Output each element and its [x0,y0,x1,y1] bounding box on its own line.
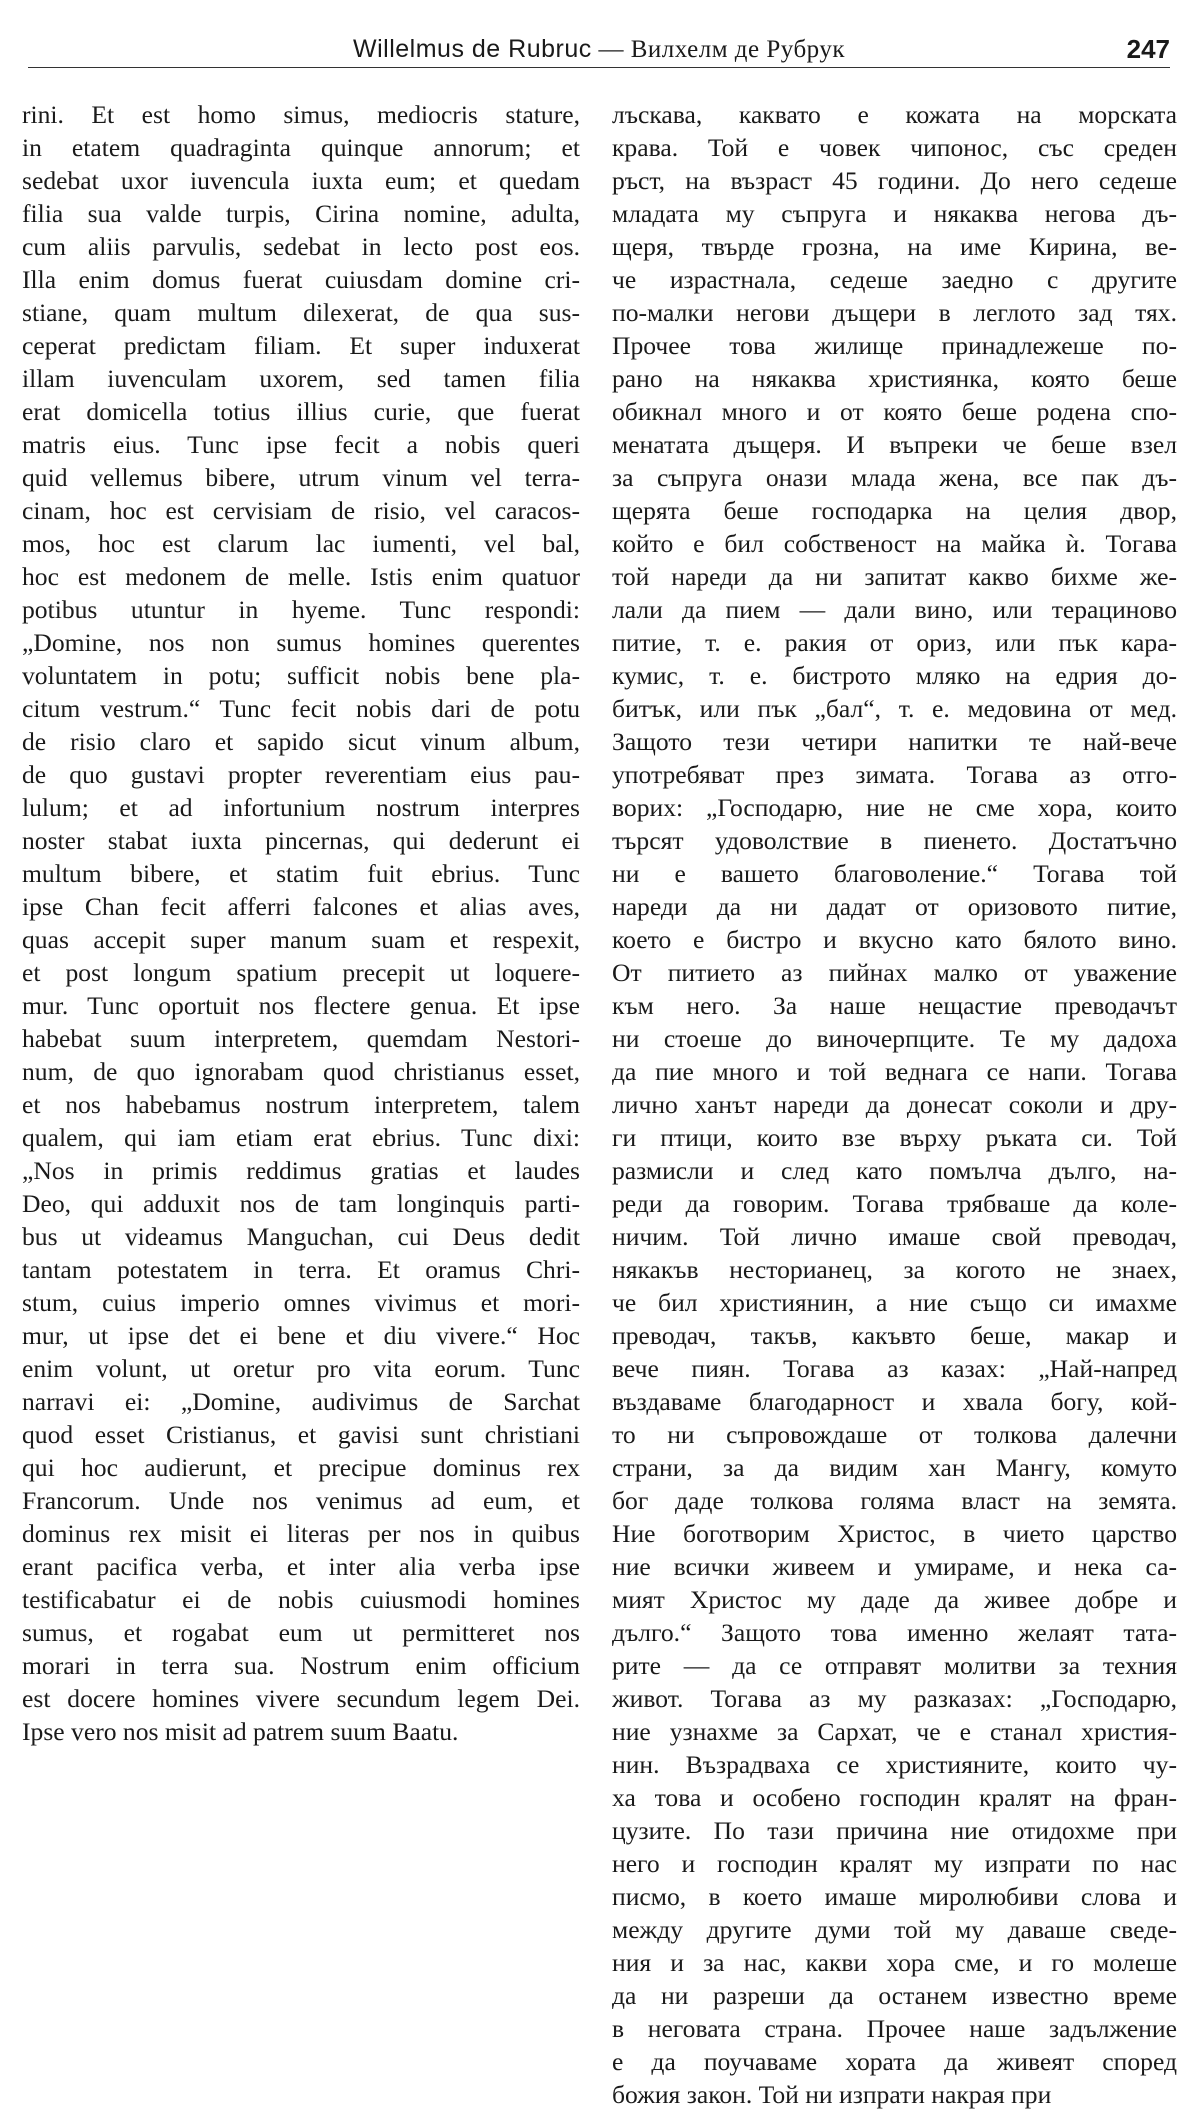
latin-text-line: potibus utuntur in hyeme. Tunc respondi: [22,595,580,624]
latin-text-line: quod esset Cristianus, et gavisi sunt christiani [22,1420,580,1449]
bulgarian-text-line: Прочее това жилище принадлежеше по- [612,331,1177,360]
latin-text-line: stiane, quam multum dilexerat, de qua sus- [22,298,580,327]
latin-text-line: est docere homines vivere secundum legem Dei. [22,1684,580,1713]
bulgarian-text-line: ръст, на възраст 45 години. До него седеше [612,166,1177,195]
bulgarian-text-line: ния и за нас, какви хора сме, и го молеше [612,1948,1177,1977]
latin-text-line: multum bibere, et statim fuit ebrius. Tunc [22,859,580,888]
latin-text-line: testificabatur ei de nobis cuiusmodi homines [22,1585,580,1614]
bulgarian-text-line: страни, за да видим хан Мангу, комуто [612,1453,1177,1482]
bulgarian-text-line: реди да говорим. Тогава трябваше да коле- [612,1189,1177,1218]
latin-text-line: qualem, qui iam etiam erat ebrius. Tunc dixi: [22,1123,580,1152]
latin-text-line: ipse Chan fecit afferri falcones et alias aves, [22,892,580,921]
latin-text-line: et nos habebamus nostrum interpretem, talem [22,1090,580,1119]
bulgarian-text-line: писмо, в което имаше миролюбиви слова и [612,1882,1177,1911]
latin-text-line: cinam, hoc est cervisiam de risio, vel caracos- [22,496,580,525]
bulgarian-text-line: вече пиян. Тогава аз казах: „Най-напред [612,1354,1177,1383]
bulgarian-text-line: ворих: „Господарю, ние не сме хора, които [612,793,1177,822]
latin-text-line: ceperat predictam filiam. Et super induxerat [22,331,580,360]
bulgarian-text-line: към него. За наше нещастие преводачът [612,991,1177,1020]
bulgarian-text-line: ха това и особено господин кралят на фран- [612,1783,1177,1812]
latin-text-line: voluntatem in potu; sufficit nobis bene pla- [22,661,580,690]
bulgarian-text-line: за съпруга онази млада жена, все пак дъ- [612,463,1177,492]
latin-text-line: Deo, qui adduxit nos de tam longinquis parti- [22,1189,580,1218]
bulgarian-text-line: божия закон. Той ни изпрати накрая при [612,2080,1052,2109]
bulgarian-text-line: Ние боготворим Христос, в чието царство [612,1519,1177,1548]
bulgarian-text-line: От питието аз пийнах малко от уважение [612,958,1177,987]
latin-text-line: erant pacifica verba, et inter alia verba ipse [22,1552,580,1581]
bulgarian-text-line: лали да пием — дали вино, или терациново [612,595,1177,624]
bulgarian-text-line: преводач, такъв, какъвто беше, макар и [612,1321,1177,1350]
bulgarian-text-line: въздаваме благодарност и хвала богу, кой- [612,1387,1177,1416]
bulgarian-text-line: е да поучаваме хората да живеят според [612,2047,1177,2076]
bulgarian-text-line: битък, или пък „бал“, т. е. медовина от мед. [612,694,1177,723]
running-title-cyrillic: Вилхелм де Рубрук [630,36,845,63]
bulgarian-text-line: употребяват през зимата. Тогава аз отго- [612,760,1177,789]
bulgarian-text-line: рите — да се отправят молитви за техния [612,1651,1177,1680]
latin-text-line: Francorum. Unde nos venimus ad eum, et [22,1486,580,1515]
latin-text-line: dominus rex misit ei literas per nos in quibus [22,1519,580,1548]
bulgarian-text-line: питие, т. е. ракия от ориз, или пък кара- [612,628,1177,657]
running-title [28,34,1170,65]
header-rule [28,67,1170,68]
latin-text-line: mos, hoc est clarum lac iumenti, vel bal, [22,529,580,558]
latin-text-line: et post longum spatium precepit ut loquere- [22,958,580,987]
bulgarian-text-line: то ни съпровождаше от толкова далечни [612,1420,1177,1449]
bulgarian-text-line: младата му съпруга и някаква негова дъ- [612,199,1177,228]
bulgarian-text-line: рано на някаква християнка, която беше [612,364,1177,393]
latin-text-line: stum, cuius imperio omnes vivimus et mori- [22,1288,580,1317]
latin-text-line: „Nos in primis reddimus gratias et laudes [22,1156,580,1185]
bulgarian-text-line: някакъв несторианец, за когото не знаех, [612,1255,1177,1284]
latin-text-line: habebat suum interpretem, quemdam Nestori- [22,1024,580,1053]
running-title-latin: Willelmus de Rubruc [353,35,592,63]
latin-text-line: num, de quo ignorabam quod christianus esset, [22,1057,580,1086]
bulgarian-text-line: цузите. По тази причина ние отидохме при [612,1816,1177,1845]
bulgarian-text-line: между другите думи той му даваше сведе- [612,1915,1177,1944]
latin-text-line: morari in terra sua. Nostrum enim officium [22,1651,580,1680]
latin-text-line: bus ut videamus Manguchan, cui Deus dedit [22,1222,580,1251]
latin-text-line: illam iuvenculam uxorem, sed tamen filia [22,364,580,393]
bulgarian-text-line: обикнал много и от която беше родена спо- [612,397,1177,426]
bulgarian-text-line: той нареди да ни запитат какво бихме же- [612,562,1177,591]
bulgarian-text-line: ни е вашето благоволение.“ Тогава той [612,859,1177,888]
bulgarian-text-line: живот. Тогава аз му разказах: „Господарю, [612,1684,1177,1713]
bulgarian-text-line: бог даде толкова голяма власт на земята. [612,1486,1177,1515]
latin-text-line: sedebat uxor iuvencula iuxta eum; et quedam [22,166,580,195]
bulgarian-text-line: мият Христос му даде да живее добре и [612,1585,1177,1614]
bulgarian-text-line: размисли и след като помълча дълго, на- [612,1156,1177,1185]
latin-text-line: hoc est medonem de melle. Istis enim quatuor [22,562,580,591]
latin-text-line: citum vestrum.“ Tunc fecit nobis dari de potu [22,694,580,723]
bulgarian-text-line: нин. Възрадваха се християните, които чу- [612,1750,1177,1779]
latin-text-line: matris eius. Tunc ipse fecit a nobis queri [22,430,580,459]
latin-text-line: noster stabat iuxta pincernas, qui dederunt ei [22,826,580,855]
latin-text-line: lulum; et ad infortunium nostrum interpres [22,793,580,822]
latin-text-column [22,98,580,1748]
bulgarian-text-line: ние узнахме за Сархат, че е станал христия- [612,1717,1177,1746]
latin-text-line: tantam potestatem in terra. Et oramus Chri- [22,1255,580,1284]
latin-text-line: narravi ei: „Domine, audivimus de Sarchat [22,1387,580,1416]
bulgarian-text-line: в неговата страна. Прочее наше задължение [612,2014,1177,2043]
bulgarian-text-line: лично ханът нареди да донесат соколи и дру- [612,1090,1177,1119]
latin-text-line: enim volunt, ut oretur pro vita eorum. Tunc [22,1354,580,1383]
bulgarian-text-column [612,98,1177,2111]
bulgarian-text-line: да ни разреши да останем известно време [612,1981,1177,2010]
running-title-separator: — [591,36,631,63]
latin-text-line: erat domicella totius illius curie, que fuerat [22,397,580,426]
bulgarian-text-line: дълго.“ Защото това именно желаят тата- [612,1618,1177,1647]
latin-text-line: Ipse vero nos misit ad patrem suum Baatu. [22,1717,459,1746]
latin-text-line: mur. Tunc oportuit nos flectere genua. Et ipse [22,991,580,1020]
bulgarian-text-line: крава. Той е човек чипонос, със среден [612,133,1177,162]
bulgarian-text-line: да пие много и той веднага се напи. Тогава [612,1057,1177,1086]
latin-text-line: Illa enim domus fuerat cuiusdam domine cri- [22,265,580,294]
running-header [28,28,1170,68]
bulgarian-text-line: ние всички живеем и умираме, и нека са- [612,1552,1177,1581]
latin-text-line: rini. Et est homo simus, mediocris stature, [22,100,580,129]
bulgarian-text-line: че израстнала, седеше заедно с другите [612,265,1177,294]
bulgarian-text-line: щеря, твърде грозна, на име Кирина, ве- [612,232,1177,261]
bulgarian-text-line: ги птици, които взе върху ръката си. Той [612,1123,1177,1152]
bulgarian-text-line: нареди да ни дадат от оризовото питие, [612,892,1177,921]
bulgarian-text-line: ни стоеше до виночерпците. Те му дадоха [612,1024,1177,1053]
bulgarian-text-line: търсят удоволствие в пиенето. Достатъчно [612,826,1177,855]
bulgarian-text-line: по-малки негови дъщери в леглото зад тях. [612,298,1177,327]
bulgarian-text-line: че бил християнин, а ние също си имахме [612,1288,1177,1317]
page-number: 247 [1126,34,1170,64]
latin-text-line: „Domine, nos non sumus homines querentes [22,628,580,657]
bulgarian-text-line: менатата дъщеря. И въпреки че беше взел [612,430,1177,459]
latin-text-line: in etatem quadraginta quinque annorum; et [22,133,580,162]
latin-text-line: cum aliis parvulis, sedebat in lecto post eos. [22,232,580,261]
bulgarian-text-line: който е бил собственост на майка ѝ. Тогава [612,529,1177,558]
latin-text-line: qui hoc audierunt, et precipue dominus rex [22,1453,580,1482]
bulgarian-text-line: лъскава, каквато е кожата на морската [612,100,1177,129]
latin-text-line: quas accepit super manum suam et respexit, [22,925,580,954]
bulgarian-text-line: ничим. Той лично имаше свой преводач, [612,1222,1177,1251]
latin-text-line: de risio claro et sapido sicut vinum album, [22,727,580,756]
latin-text-line: sumus, et rogabat eum ut permitteret nos [22,1618,580,1647]
bulgarian-text-line: Защото тези четири напитки те най-вече [612,727,1177,756]
latin-text-line: quid vellemus bibere, utrum vinum vel terra- [22,463,580,492]
latin-text-line: filia sua valde turpis, Cirina nomine, adulta, [22,199,580,228]
bulgarian-text-line: него и господин кралят му изпрати по нас [612,1849,1177,1878]
bulgarian-text-line: кумис, т. е. бистрото мляко на едрия до- [612,661,1177,690]
latin-text-line: mur, ut ipse det ei bene et diu vivere.“ Hoc [22,1321,580,1350]
bulgarian-text-line: щерята беше господарка на целия двор, [612,496,1177,525]
bulgarian-text-line: което е бистро и вкусно като бялото вино. [612,925,1177,954]
latin-text-line: de quo gustavi propter reverentiam eius pau- [22,760,580,789]
